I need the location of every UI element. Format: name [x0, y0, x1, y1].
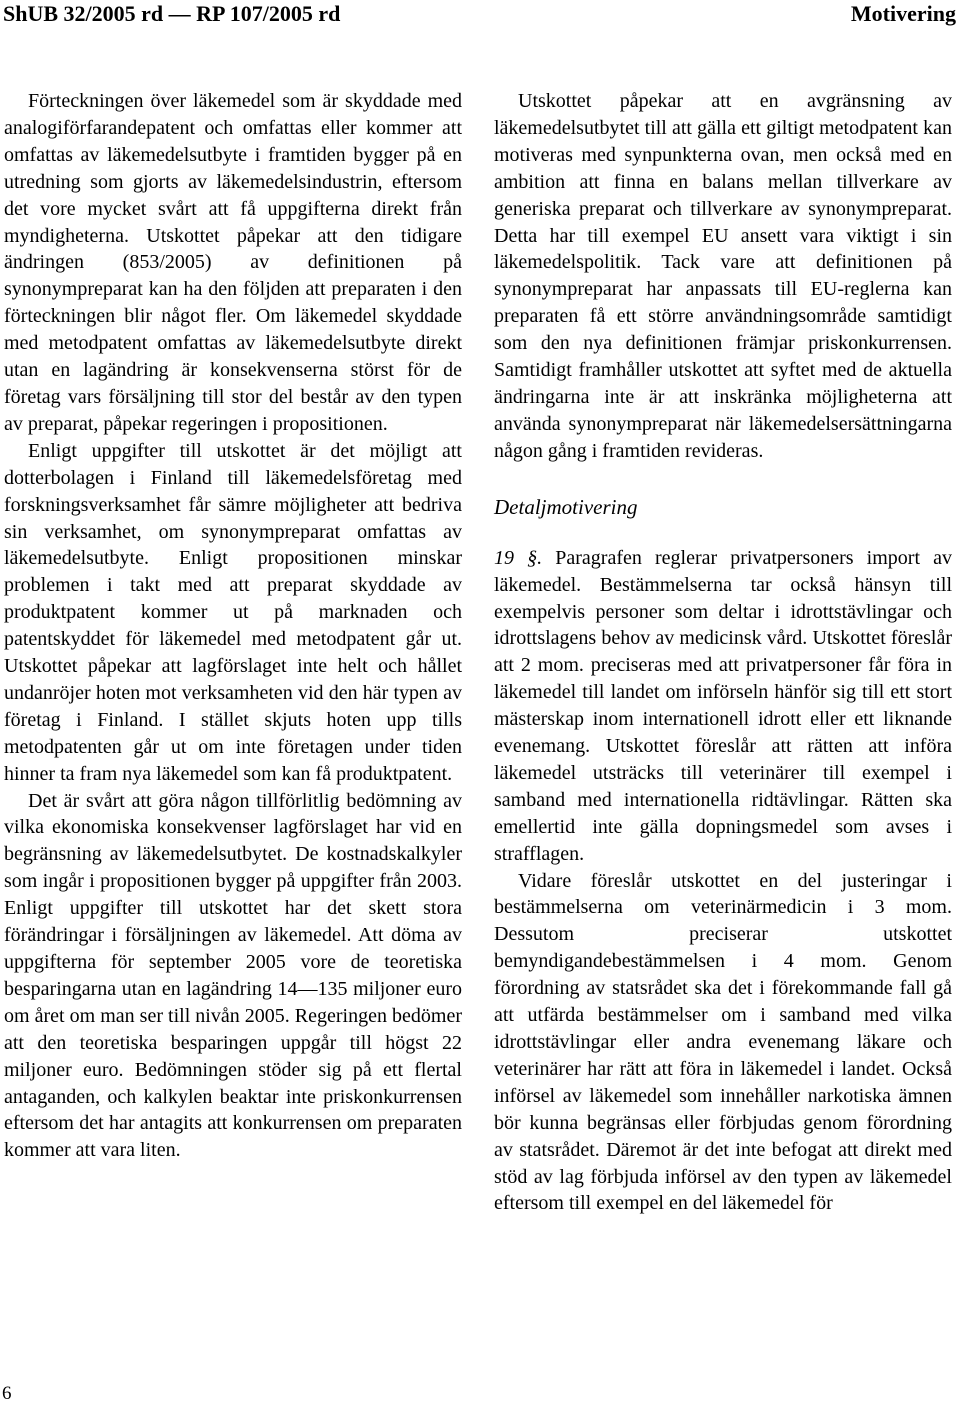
paragraph-number: 19 §.	[494, 546, 543, 569]
section-heading: Detaljmotivering	[494, 494, 638, 519]
paragraph: Förteckningen över läkemedel som är skyddade med analogiförfarandepatent och omfattas eller kommer att omfattas av läkemedelsutbyte i framtiden bygger på en utredning som gjorts av läkemedelsindustrin, eftersom det vore mycket svårt att få uppgifterna direkt från myndigheterna. Utskottet påpekar att den tidigare ändringen (853/2005) av definitionen på synonympreparat kan ha den följden att preparaten i den förteckningen blir något fler. Om läkemedel skyddade med metodpatent omfattas av läkemedelsutbyte direkt utan en lagändring är konsekvenserna störst för de företag vars försäljning till stor del består av den typen av preparat, påpekar regeringen i propositionen.	[4, 90, 462, 435]
paragraph: Vidare föreslår utskottet en del justeringar i bestämmelserna om veterinärmedicin i 3 mom. Dessutom preciserar utskottet bemyndigandebestämmelsen i 4 mom. Genom förordning av statsrådet ska det i förekommande fall gå att utfärda bestämmelser om i samband med vilka idrottstävlingar eller andra evenemang läkare och veterinärer har rätt att föra in läkemedel i landet. Också införsel av läkemedel som innehåller narkotiska ämnen bör kunna begränsas eller förbjudas genom förordning av statsrådet. Däremot är det inte befogat att direkt med stöd av lag förbjuda införsel av den typen av läkemedel eftersom till exempel en del läkemedel för	[494, 869, 952, 1215]
right-column	[494, 88, 952, 1217]
page-number: 6	[2, 1383, 12, 1404]
paragraph: Det är svårt att göra någon tillförlitlig bedömning av vilka ekonomiska konsekvenser lagförslaget har vid en begränsning av läkemedelsutbytet. De kostnadskalkyler som ingår i propositionen bygger på uppgifter från 2003. Enligt uppgifter till utskottet har det skett stora förändringar i försäljningen av läkemedel. Att döma av uppgifterna för september 2005 vore de teoretiska besparingarna utan en lagändring 14—135 miljoner euro om året om man ser till nivån 2005. Regeringen bedömer att den teoretiska besparingen uppgår till högst 22 miljoner euro. Bedömningen stöder sig på ett flertal antaganden, och kalkylen beaktar inte priskonkurrensen eftersom det har antagits att konkurrensen om preparaten kommer att vara liten.	[4, 789, 462, 1162]
paragraph: Utskottet påpekar att en avgränsning av läkemedelsutbytet till att gälla ett giltigt metodpatent kan motiveras med synpunkterna ovan, men också med en ambition att finna en balans mellan tillverkare av generiska preparat och tillverkare av synonympreparat. Detta har till exempel EU ansett vara viktigt i sin läkemedelspolitik. Tack vare att definitionen på synonympreparat har anpassats till EU-reglerna kan preparaten få ett större användningsområde samtidigt som den nya definitionen främjar priskonkurrensen. Samtidigt framhåller utskottet att syftet med de aktuella ändringarna inte är att inskränka möjligheterna att använda synonympreparat när läkemedelsersättningarna någon gång i framtiden revideras.	[494, 90, 952, 462]
paragraph: Enligt uppgifter till utskottet är det möjligt att dotterbolagen i Finland till läkemedelsföretag med forskningsverksamhet får sämre möjligheter att bedriva sin verksamhet, om synonympreparat omfattas av läkemedelsutbyte. Enligt propositionen minskar problemen i takt med att preparat skyddade av produktpatent kommer ut på marknaden och patentskyddet för läkemedel med metodpatent går ut. Utskottet påpekar att lagförslaget inte helt och hållet undanröjer hoten mot verksamheten vid den här typen av företag i Finland. I stället skjuts hoten upp tills metodpatenten går ut om inte företagen under tiden hinner ta fram nya läkemedel som kan få produktpatent.	[4, 439, 462, 785]
left-column	[4, 88, 462, 1164]
paragraph-text: Paragrafen reglerar privatpersoners import av läkemedel. Bestämmelserna tar också hänsyn till exempelvis personer som deltar i idrottstävlingar och idrottslagens behov av medicinsk vård. Utskottet föreslår att 2 mom. preciseras med att privatpersoner får föra in läkemedel till landet om införseln hänför sig till ett stort mästerskap inom internationell idrott eller ett liknande evenemang. Utskottet föreslår att rätten att införa läkemedel utsträcks till veterinärer till exempel i samband med internationella ridtävlingar. Rätten ska emellertid inte gälla dopningsmedel som avses i strafflagen.	[494, 546, 953, 865]
document-reference: ShUB 32/2005 rd — RP 107/2005 rd	[3, 1, 341, 26]
section-title: Motivering	[850, 1, 956, 26]
running-header	[0, 0, 960, 30]
paragraph	[494, 545, 952, 868]
